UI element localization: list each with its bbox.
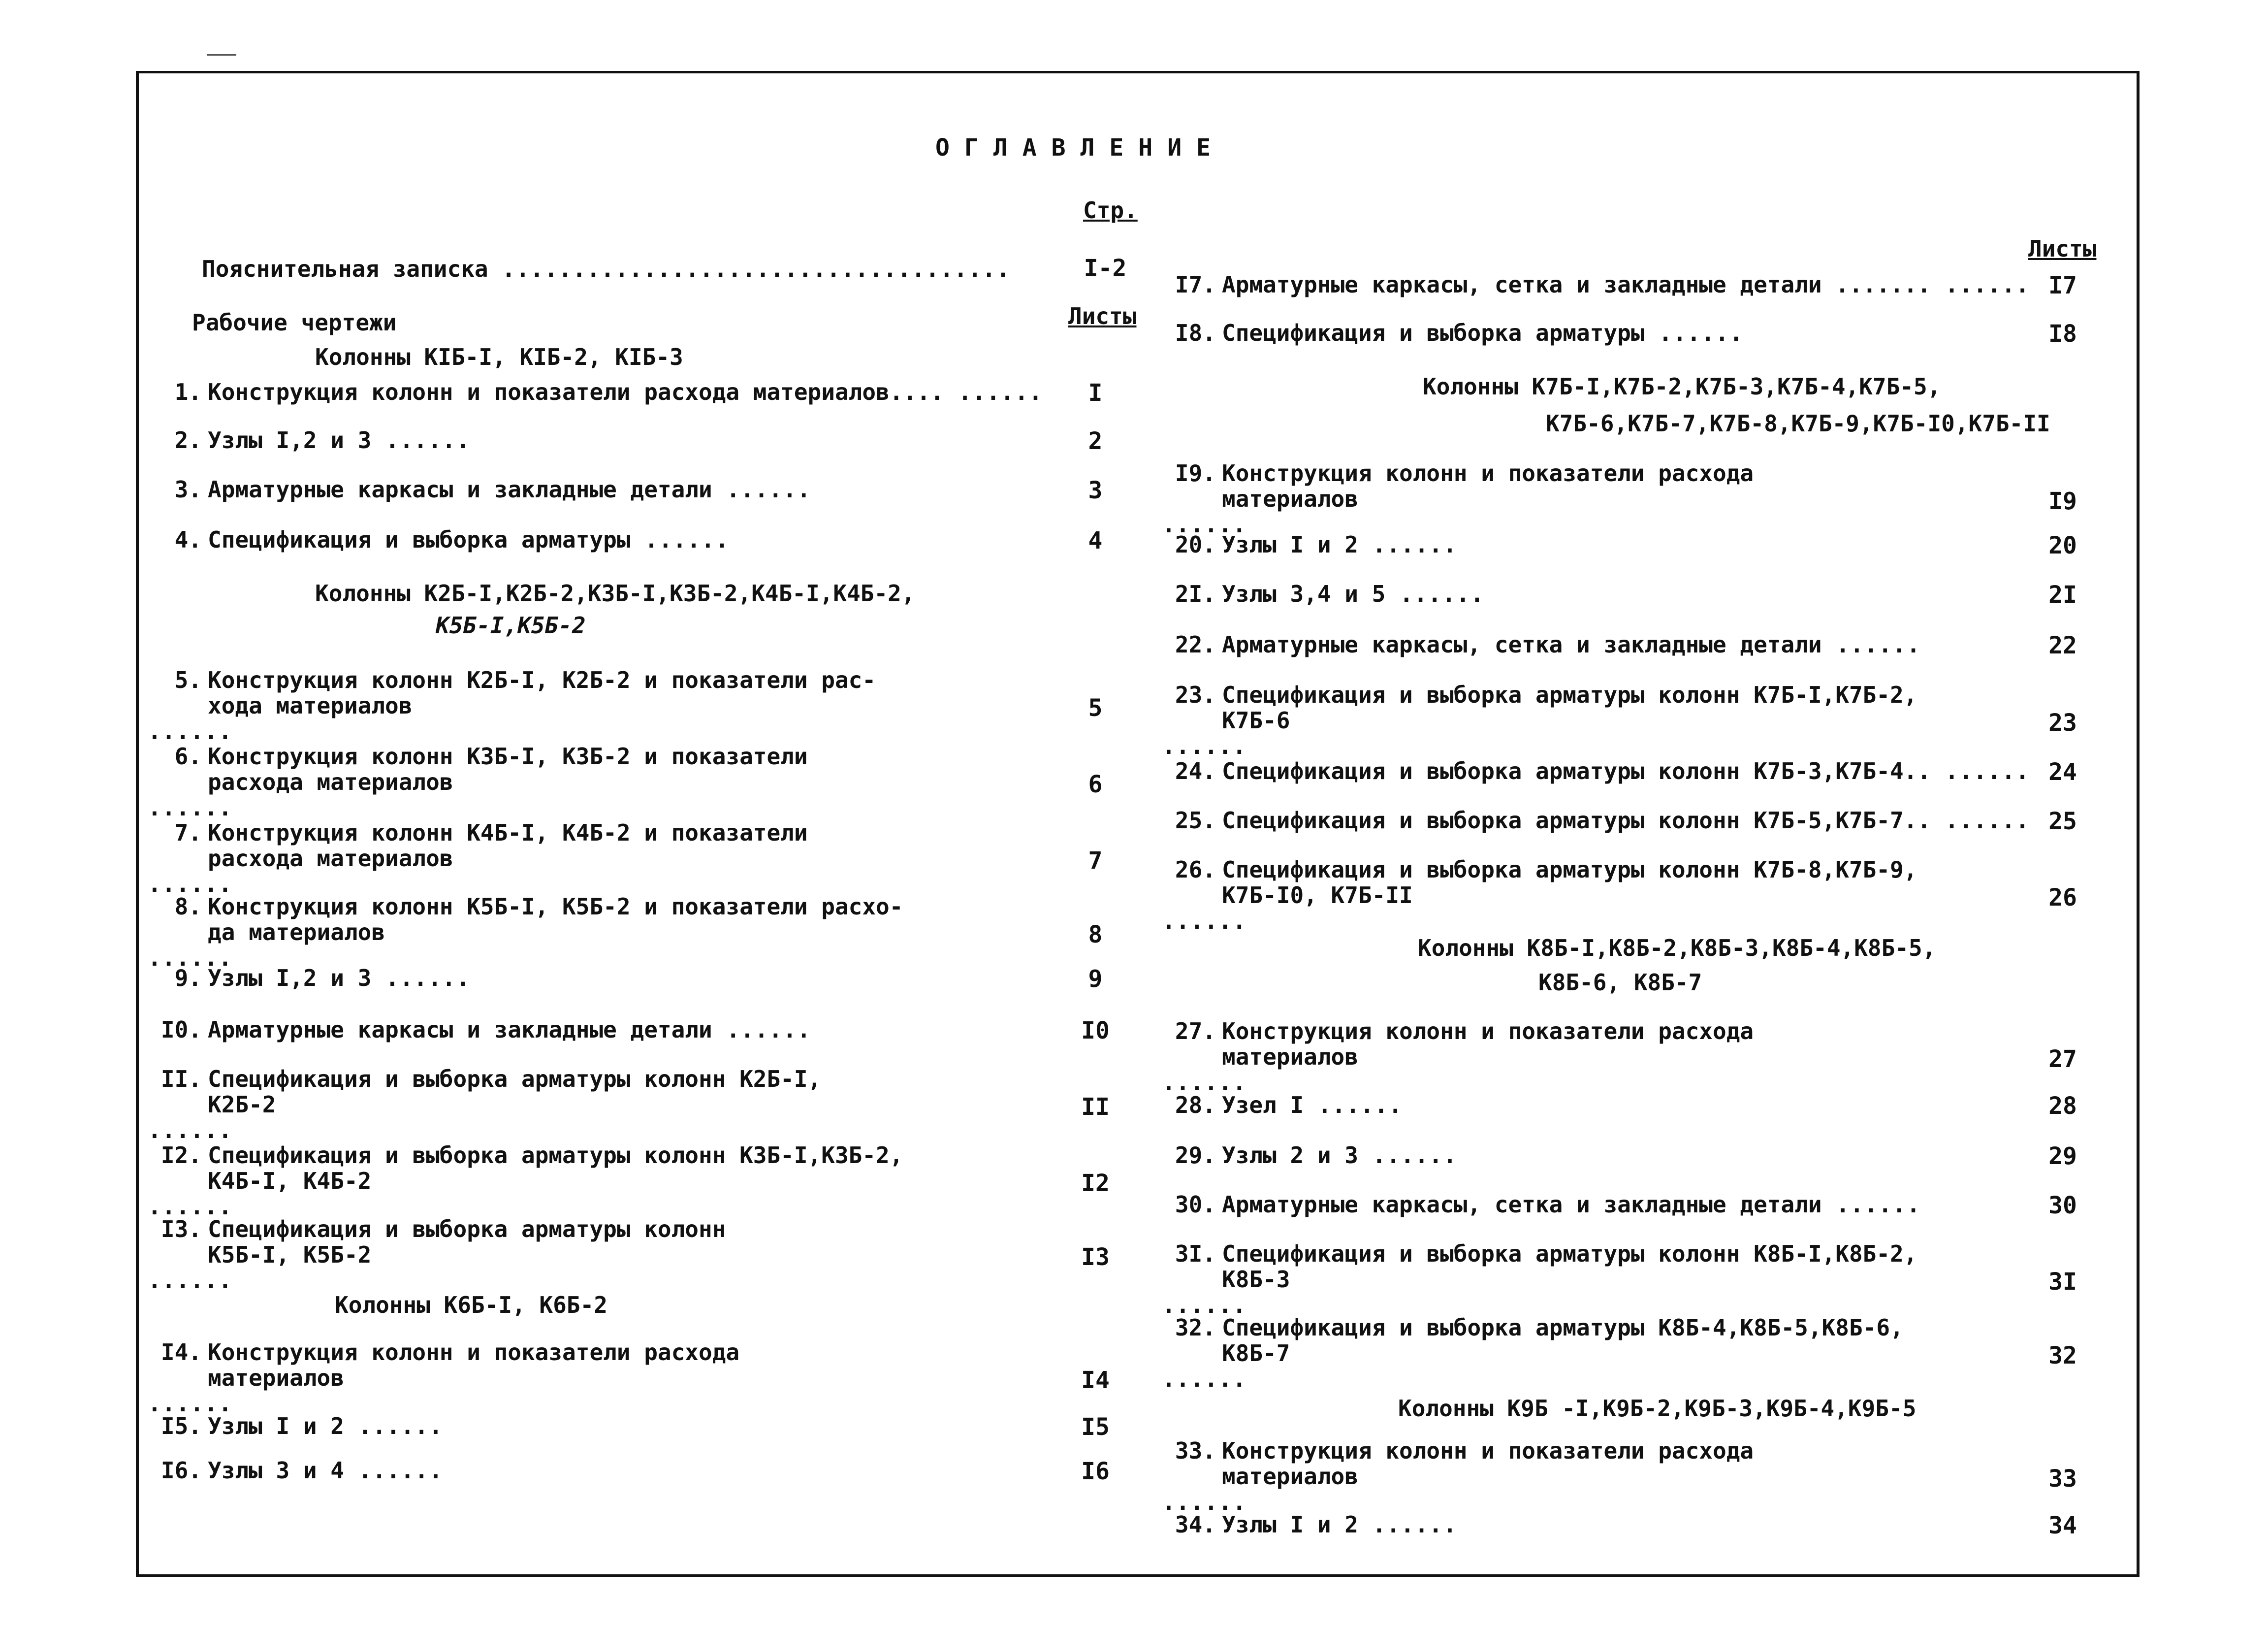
toc-page-number: 29 xyxy=(2048,1142,2077,1170)
leader-dots: ...... xyxy=(1304,1092,1403,1118)
entry-text: Спецификация и выборка арматуры xyxy=(208,526,631,553)
toc-entry xyxy=(148,427,470,453)
group-heading-2-line1: Колонны К2Б-I,К2Б-2,К3Б-I,К3Б-2,К4Б-I,К4Б-2, xyxy=(315,580,915,607)
toc-page-number: I0 xyxy=(1081,1017,1110,1044)
entry-text-continued: материалов xyxy=(208,1365,344,1391)
entry-text-continued: хода материалов xyxy=(208,692,413,719)
toc-page-number: 4 xyxy=(1088,527,1103,554)
entry-text: Спецификация и выборка арматуры колонн К7Б-5,К7Б-7.. xyxy=(1222,807,1931,834)
entry-text: Узел I xyxy=(1222,1092,1304,1118)
entry-number: I3. xyxy=(160,1216,202,1242)
entry-number: I4. xyxy=(160,1339,202,1366)
entry-text-continued: расхода материалов xyxy=(208,845,453,872)
group-heading-2-line2: К5Б-I,К5Б-2 xyxy=(436,612,586,639)
toc-entry xyxy=(148,1216,726,1293)
toc-page-number: I2 xyxy=(1081,1170,1110,1197)
entry-text-continued: К2Б-2 xyxy=(208,1091,276,1118)
leader-dots: ...... xyxy=(148,1193,233,1220)
leader-dots: ...... xyxy=(712,1016,811,1043)
leader-dots: ...... xyxy=(1385,581,1485,607)
toc-entry xyxy=(148,1339,739,1416)
toc-entry xyxy=(1162,1438,1754,1515)
section-heading-working: Рабочие чертежи xyxy=(192,309,397,336)
entry-text: Конструкция колонн К4Б-I, К4Б-2 и показатели xyxy=(208,819,808,846)
entry-text-continued: К8Б-7 xyxy=(1222,1340,1290,1367)
entry-text: Конструкция колонн и показатели расхода xyxy=(1222,1018,1754,1044)
leader-dots: ...... xyxy=(371,965,471,991)
entry-text: Узлы I и 2 xyxy=(1222,531,1358,558)
toc-entry xyxy=(148,1066,821,1143)
entry-number: 9. xyxy=(174,965,202,991)
entry-number: I7. xyxy=(1175,271,1216,298)
entry-number: I2. xyxy=(160,1142,202,1169)
leader-dots: ...... xyxy=(148,794,233,821)
group-heading-4-line2: К7Б-6,К7Б-7,К7Б-8,К7Б-9,К7Б-I0,К7Б-II xyxy=(1546,410,2050,437)
toc-entry xyxy=(1162,857,1917,934)
entry-number: 33. xyxy=(1175,1437,1216,1464)
toc-page-number: 28 xyxy=(2048,1092,2077,1120)
entry-number: 25. xyxy=(1175,807,1216,834)
entry-text: Спецификация и выборка арматуры колонн xyxy=(208,1216,726,1242)
entry-text: Конструкция колонн К2Б-I, К2Б-2 и показатели рас- xyxy=(208,667,876,693)
leader-dots: ...... xyxy=(1931,758,2030,784)
toc-entry xyxy=(1162,1092,1403,1118)
toc-entry xyxy=(1162,1018,1754,1095)
toc-page-number: I9 xyxy=(2048,488,2077,515)
leader-dots: ...... xyxy=(1162,1069,1247,1096)
leader-dots: ...... xyxy=(148,718,233,745)
entry-number: 32. xyxy=(1175,1314,1216,1341)
toc-page-number: 3 xyxy=(1088,477,1103,504)
toc-page-number: 7 xyxy=(1088,847,1103,875)
entry-text: Арматурные каркасы, сетка и закладные детали xyxy=(1222,631,1822,658)
toc-page-number: I7 xyxy=(2048,272,2077,299)
entry-number: 22. xyxy=(1175,631,1216,658)
toc-entry xyxy=(1162,682,1917,759)
toc-page-number: 23 xyxy=(2048,709,2077,737)
entry-number: 28. xyxy=(1175,1092,1216,1118)
entry-text: Конструкция колонн К3Б-I, К3Б-2 и показатели xyxy=(208,743,808,770)
entry-text-continued: материалов xyxy=(1222,1463,1358,1490)
entry-text: Узлы I,2 и 3 xyxy=(208,965,372,991)
toc-entry xyxy=(148,667,876,744)
entry-text-continued: расхода материалов xyxy=(208,769,453,795)
entry-text-continued: К8Б-3 xyxy=(1222,1266,1290,1293)
leader-dots: ...... xyxy=(1162,1489,1247,1515)
group-heading-5-line2: К8Б-6, К8Б-7 xyxy=(1538,969,1702,996)
entry-text: Спецификация и выборка арматуры колонн К7Б-8,К7Б-9, xyxy=(1222,856,1917,883)
entry-text: Конструкция колонн К5Б-I, К5Б-2 и показатели расхо- xyxy=(208,893,903,920)
entry-text-continued: материалов xyxy=(1222,1043,1358,1070)
leader-dots: ...... xyxy=(1821,1191,1921,1218)
entry-text: Спецификация и выборка арматуры xyxy=(1222,320,1645,346)
leader-dots: ...... xyxy=(344,1413,443,1439)
leader-dots: ...... xyxy=(1358,531,1457,558)
entry-number: 3I. xyxy=(1175,1240,1216,1267)
toc-page-number: 24 xyxy=(2048,758,2077,786)
entry-number: 27. xyxy=(1175,1018,1216,1044)
group-heading-3: Колонны К6Б-I, К6Б-2 xyxy=(335,1292,607,1318)
toc-entry xyxy=(1162,1512,1457,1537)
toc-entry xyxy=(1162,272,2030,297)
entry-number: 30. xyxy=(1175,1191,1216,1218)
leader-dots: ...... xyxy=(1162,511,1247,538)
entry-text: Спецификация и выборка арматуры колонн К3Б-I,К3Б-2, xyxy=(208,1142,903,1169)
entry-text: Узлы 3,4 и 5 xyxy=(1222,581,1386,607)
toc-entry xyxy=(1162,758,2030,784)
entry-number: 20. xyxy=(1175,531,1216,558)
entry-number: 7. xyxy=(174,819,202,846)
toc-entry xyxy=(148,527,729,553)
entry-number: 2I. xyxy=(1175,581,1216,607)
group-heading-1: Колонны КIБ-I, КIБ-2, КIБ-3 xyxy=(315,344,683,370)
toc-entry xyxy=(1162,1142,1457,1168)
leader-dots: ...... xyxy=(944,379,1043,405)
leader-dots: ...... xyxy=(1162,1292,1247,1318)
entry-number: 24. xyxy=(1175,758,1216,784)
toc-entry xyxy=(148,965,470,991)
toc-entry-intro xyxy=(202,256,1010,282)
entry-number: 5. xyxy=(174,667,202,693)
entry-number: 26. xyxy=(1175,856,1216,883)
leader-dots: ...... xyxy=(1162,733,1247,759)
leader-dots: ...... xyxy=(148,944,233,971)
leader-dots: ...... xyxy=(712,476,811,503)
sheets-header-left: Листы xyxy=(1068,303,1137,329)
toc-page-number: 5 xyxy=(1088,694,1103,722)
toc-page-number: II xyxy=(1081,1093,1110,1121)
leader-dots: ...... xyxy=(1162,1366,1247,1392)
entry-text: Спецификация и выборка арматуры колонн К7Б-3,К7Б-4.. xyxy=(1222,758,1931,784)
toc-page-number: 32 xyxy=(2048,1342,2077,1369)
group-heading-6: Колонны К9Б -I,К9Б-2,К9Б-3,К9Б-4,К9Б-5 xyxy=(1398,1395,1917,1422)
toc-entry xyxy=(148,820,808,897)
entry-number: I5. xyxy=(160,1413,202,1439)
toc-entry xyxy=(148,744,808,820)
toc-entry xyxy=(148,1017,811,1042)
entry-text: Арматурные каркасы, сетка и закладные детали xyxy=(1222,1191,1822,1218)
entry-text: Узлы 2 и 3 xyxy=(1222,1142,1358,1169)
toc-page-number: I3 xyxy=(1081,1243,1110,1271)
sheets-header-right: Листы xyxy=(2028,235,2097,262)
entry-text-continued: материалов xyxy=(1222,486,1358,512)
entry-text-continued: К7Б-I0, К7Б-II xyxy=(1222,882,1413,909)
toc-entry xyxy=(1162,581,1484,607)
toc-page-number: 8 xyxy=(1088,921,1103,948)
leader-dots: ...... xyxy=(1358,1142,1457,1169)
entry-number: 8. xyxy=(174,893,202,920)
entry-text: Узлы I и 2 xyxy=(208,1413,344,1439)
leader-dots: ...... xyxy=(344,1457,443,1484)
toc-entry xyxy=(148,379,1043,405)
entry-text: Спецификация и выборка арматуры К8Б-4,К8Б-5,К8Б-6, xyxy=(1222,1314,1904,1341)
toc-entry xyxy=(148,894,903,971)
group-heading-4-line1: Колонны К7Б-I,К7Б-2,К7Б-3,К7Б-4,К7Б-5, xyxy=(1423,373,1941,400)
entry-number: I0. xyxy=(160,1016,202,1043)
toc-page-number: 3I xyxy=(2048,1268,2077,1296)
leader-dots: ...... xyxy=(148,1117,233,1143)
toc-page-number: 25 xyxy=(2048,808,2077,835)
entry-text: Спецификация и выборка арматуры колонн К7Б-I,К7Б-2, xyxy=(1222,682,1917,708)
entry-number: 4. xyxy=(174,526,202,553)
toc-entry xyxy=(148,477,811,502)
toc-entry xyxy=(1162,1315,1904,1392)
entry-number: 6. xyxy=(174,743,202,770)
toc-page-number: 30 xyxy=(2048,1192,2077,1219)
entry-text: Арматурные каркасы и закладные детали xyxy=(208,1016,712,1043)
entry-text: Конструкция колонн и показатели расхода материалов.... xyxy=(208,379,944,405)
toc-page-number: 27 xyxy=(2048,1045,2077,1073)
entry-text: Конструкция колонн и показатели расхода xyxy=(1222,460,1754,487)
toc-entry xyxy=(1162,320,1743,346)
entry-text-continued: К4Б-I, К4Б-2 xyxy=(208,1168,372,1194)
entry-number: I6. xyxy=(160,1457,202,1484)
leader-dots: ...... xyxy=(1931,271,2030,298)
leader-dots: ...... xyxy=(371,427,471,454)
entry-text: Спецификация и выборка арматуры колонн К2Б-I, xyxy=(208,1066,822,1092)
leader-dots: ...... xyxy=(148,1390,233,1417)
toc-page-intro: I-2 xyxy=(1084,255,1127,282)
entry-text: Арматурные каркасы и закладные детали xyxy=(208,476,712,503)
group-heading-5-line1: Колонны К8Б-I,К8Б-2,К8Б-3,К8Б-4,К8Б-5, xyxy=(1418,935,1936,961)
toc-entry xyxy=(148,1142,903,1219)
toc-page-number: I6 xyxy=(1081,1458,1110,1485)
leader-dots: ...... xyxy=(148,1267,233,1294)
entry-text-continued: да материалов xyxy=(208,919,385,945)
toc-page-number: 9 xyxy=(1088,965,1103,993)
entry-text: Узлы I,2 и 3 xyxy=(208,427,372,454)
toc-page-number: 6 xyxy=(1088,771,1103,798)
entry-number: I9. xyxy=(1175,460,1216,487)
entry-number: 29. xyxy=(1175,1142,1216,1169)
entry-number: 34. xyxy=(1175,1511,1216,1538)
toc-entry xyxy=(1162,632,1920,657)
entry-text-continued: К7Б-6 xyxy=(1222,707,1290,734)
entry-text: Арматурные каркасы, сетка и закладные детали ....... xyxy=(1222,271,1931,298)
toc-page-number: I8 xyxy=(2048,320,2077,348)
toc-entry xyxy=(1162,1241,1917,1318)
toc-entry xyxy=(1162,1192,1920,1217)
toc-page-number: I4 xyxy=(1081,1367,1110,1394)
toc-entry xyxy=(148,1413,443,1439)
toc-page-number: 2 xyxy=(1088,427,1103,455)
toc-page-number: I5 xyxy=(1081,1413,1110,1441)
toc-page-number: I xyxy=(1088,379,1103,407)
entry-number: I8. xyxy=(1175,320,1216,346)
entry-text-continued: К5Б-I, К5Б-2 xyxy=(208,1241,372,1268)
leader-dots: ...... xyxy=(1162,908,1247,934)
pages-header: Стр. xyxy=(1083,197,1138,224)
entry-number: 2. xyxy=(174,427,202,454)
entry-text: Конструкция колонн и показатели расхода xyxy=(208,1339,740,1366)
entry-number: 1. xyxy=(174,379,202,405)
toc-page-number: 20 xyxy=(2048,532,2077,559)
toc-entry xyxy=(1162,460,1754,537)
toc-page-number: 22 xyxy=(2048,632,2077,659)
toc-page-number: 33 xyxy=(2048,1465,2077,1493)
toc-entry xyxy=(1162,808,2030,833)
leader-dots: ...... xyxy=(1644,320,1744,346)
entry-number: II. xyxy=(160,1066,202,1092)
leader-dots: ...... xyxy=(630,526,730,553)
leader-dots: ...... xyxy=(148,871,233,897)
toc-entry xyxy=(1162,532,1457,557)
entry-number: 3. xyxy=(174,476,202,503)
page-title: ОГЛАВЛЕНИЕ xyxy=(935,134,1225,162)
toc-page-number: 2I xyxy=(2048,581,2077,609)
entry-text: Конструкция колонн и показатели расхода xyxy=(1222,1437,1754,1464)
toc-entry xyxy=(148,1458,443,1483)
leader-dots: ...... xyxy=(1358,1511,1457,1538)
scan-mark xyxy=(207,54,236,56)
leader-dots: ...... xyxy=(1821,631,1921,658)
entry-number: 23. xyxy=(1175,682,1216,708)
entry-text: Узлы I и 2 xyxy=(1222,1511,1358,1538)
toc-page-number: 26 xyxy=(2048,884,2077,912)
toc-page-number: 34 xyxy=(2048,1512,2077,1539)
leader-dots: .................................... xyxy=(502,256,1011,282)
entry-text: Узлы 3 и 4 xyxy=(208,1457,344,1484)
leader-dots: ...... xyxy=(1931,807,2030,834)
entry-text: Пояснительная записка xyxy=(202,256,488,282)
entry-text: Спецификация и выборка арматуры колонн К8Б-I,К8Б-2, xyxy=(1222,1240,1917,1267)
